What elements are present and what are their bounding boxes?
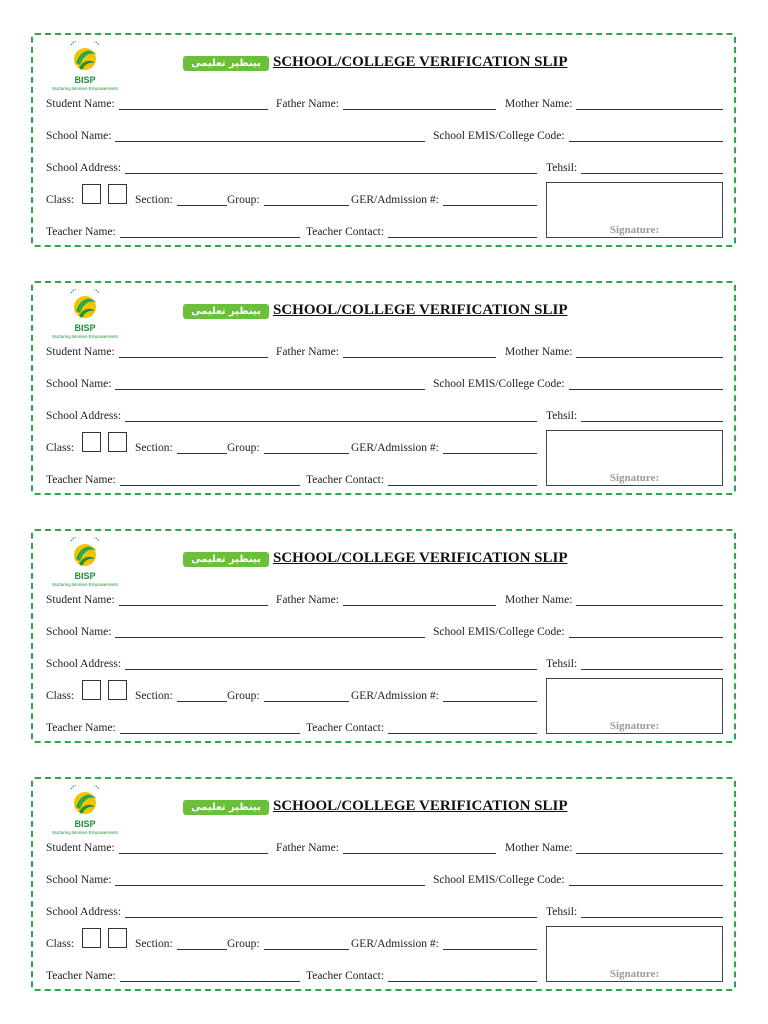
bisp-logo (45, 537, 125, 589)
tehsil-field[interactable] (546, 408, 723, 422)
signature-label: Signature: (609, 968, 660, 980)
field-label: Teacher Name: (46, 722, 116, 734)
logo-tagline: Nurturing Women Empowerment (52, 334, 118, 339)
signature-label: Signature: (609, 224, 660, 236)
logo-text: BISP (74, 571, 96, 581)
field-label: Father Name: (276, 594, 339, 606)
teacher-name-field[interactable] (46, 224, 300, 238)
tehsil-field[interactable] (546, 656, 723, 670)
father-name-field[interactable] (276, 592, 496, 606)
logo-text: BISP (74, 323, 96, 333)
mother-name-field[interactable] (505, 96, 723, 110)
field-label: Teacher Contact: (306, 226, 385, 238)
class-box-2[interactable] (108, 432, 127, 452)
father-name-field[interactable] (276, 840, 496, 854)
signature-box[interactable] (546, 430, 723, 486)
field-label: Group: (227, 690, 260, 702)
teacher-contact-field[interactable] (306, 224, 537, 238)
field-label: School Name: (46, 874, 112, 886)
teacher-contact-field[interactable] (306, 472, 537, 486)
field-label: Tehsil: (546, 410, 578, 422)
field-label: Group: (227, 194, 260, 206)
field-label: Tehsil: (546, 906, 578, 918)
slip-title: SCHOOL/COLLEGE VERIFICATION SLIP (273, 798, 568, 814)
mother-name-field[interactable] (505, 840, 723, 854)
field-label: School EMIS/College Code: (433, 130, 565, 142)
slip-title: SCHOOL/COLLEGE VERIFICATION SLIP (273, 550, 568, 566)
field-label: GER/Admission #: (351, 194, 439, 206)
mother-name-field[interactable] (505, 344, 723, 358)
field-label: GER/Admission #: (351, 690, 439, 702)
field-label: Student Name: (46, 346, 115, 358)
class-box-1[interactable] (82, 680, 101, 700)
school-name-field[interactable] (46, 624, 425, 638)
section-field[interactable] (135, 440, 227, 454)
teacher-name-field[interactable] (46, 720, 300, 734)
logo-text: BISP (74, 75, 96, 85)
slip-title: SCHOOL/COLLEGE VERIFICATION SLIP (273, 302, 568, 318)
field-label: School Address: (46, 410, 122, 422)
field-label: Teacher Contact: (306, 970, 385, 982)
teacher-contact-field[interactable] (306, 720, 537, 734)
field-label: Father Name: (276, 346, 339, 358)
school-address-field[interactable] (46, 408, 537, 422)
class-label: Class: (46, 938, 75, 950)
field-label: School Address: (46, 658, 122, 670)
signature-label: Signature: (609, 472, 660, 484)
school-emis-field[interactable] (433, 872, 723, 886)
field-label: School EMIS/College Code: (433, 874, 565, 886)
field-label: Student Name: (46, 594, 115, 606)
father-name-field[interactable] (276, 96, 496, 110)
field-label: School EMIS/College Code: (433, 626, 565, 638)
school-address-field[interactable] (46, 160, 537, 174)
field-label: GER/Admission #: (351, 938, 439, 950)
bisp-logo (45, 41, 125, 93)
class-label: Class: (46, 194, 75, 206)
field-label: Father Name: (276, 98, 339, 110)
logo-text: BISP (74, 819, 96, 829)
group-field[interactable] (227, 192, 349, 206)
slip-title: SCHOOL/COLLEGE VERIFICATION SLIP (273, 54, 568, 70)
field-label: GER/Admission #: (351, 442, 439, 454)
section-field[interactable] (135, 936, 227, 950)
verification-slip (31, 777, 736, 991)
section-field[interactable] (135, 192, 227, 206)
section-field[interactable] (135, 688, 227, 702)
ger-admission-field[interactable] (351, 936, 537, 950)
logo-tagline: Nurturing Women Empowerment (52, 830, 118, 835)
field-label: Section: (135, 442, 173, 454)
school-emis-field[interactable] (433, 128, 723, 142)
bisp-logo-icon (63, 537, 107, 573)
student-name-field[interactable] (46, 96, 268, 110)
field-label: Teacher Contact: (306, 722, 385, 734)
school-address-field[interactable] (46, 656, 537, 670)
school-name-field[interactable] (46, 872, 425, 886)
field-label: Father Name: (276, 842, 339, 854)
field-label: Section: (135, 690, 173, 702)
field-label: School Name: (46, 378, 112, 390)
field-label: Mother Name: (505, 594, 573, 606)
bisp-logo-icon (63, 785, 107, 821)
field-label: Teacher Name: (46, 474, 116, 486)
field-label: Group: (227, 938, 260, 950)
school-name-field[interactable] (46, 128, 425, 142)
field-label: Mother Name: (505, 842, 573, 854)
urdu-program-badge: بینظیر تعلیمی وظائف (183, 552, 269, 567)
bisp-logo-icon (63, 289, 107, 325)
group-field[interactable] (227, 440, 349, 454)
teacher-contact-field[interactable] (306, 968, 537, 982)
urdu-program-badge: بینظیر تعلیمی وظائف (183, 304, 269, 319)
school-address-field[interactable] (46, 904, 537, 918)
signature-label: Signature: (609, 720, 660, 732)
class-box-2[interactable] (108, 680, 127, 700)
urdu-program-badge: بینظیر تعلیمی وظائف (183, 800, 269, 815)
field-label: Mother Name: (505, 98, 573, 110)
ger-admission-field[interactable] (351, 440, 537, 454)
mother-name-field[interactable] (505, 592, 723, 606)
field-label: Mother Name: (505, 346, 573, 358)
field-label: School Address: (46, 906, 122, 918)
school-name-field[interactable] (46, 376, 425, 390)
field-label: Teacher Contact: (306, 474, 385, 486)
bisp-logo (45, 785, 125, 837)
field-label: Student Name: (46, 842, 115, 854)
verification-slip (31, 281, 736, 495)
field-label: Section: (135, 938, 173, 950)
field-label: Teacher Name: (46, 226, 116, 238)
class-label: Class: (46, 442, 75, 454)
class-box-2[interactable] (108, 184, 127, 204)
student-name-field[interactable] (46, 840, 268, 854)
field-label: School Name: (46, 626, 112, 638)
field-label: School Address: (46, 162, 122, 174)
field-label: Tehsil: (546, 162, 578, 174)
field-label: School Name: (46, 130, 112, 142)
field-label: Tehsil: (546, 658, 578, 670)
field-label: Student Name: (46, 98, 115, 110)
group-field[interactable] (227, 936, 349, 950)
class-box-1[interactable] (82, 928, 101, 948)
class-label: Class: (46, 690, 75, 702)
bisp-logo (45, 289, 125, 341)
tehsil-field[interactable] (546, 160, 723, 174)
teacher-name-field[interactable] (46, 472, 300, 486)
ger-admission-field[interactable] (351, 688, 537, 702)
class-box-2[interactable] (108, 928, 127, 948)
tehsil-field[interactable] (546, 904, 723, 918)
class-box-1[interactable] (82, 432, 101, 452)
logo-tagline: Nurturing Women Empowerment (52, 86, 118, 91)
signature-box[interactable] (546, 926, 723, 982)
student-name-field[interactable] (46, 592, 268, 606)
field-label: Group: (227, 442, 260, 454)
father-name-field[interactable] (276, 344, 496, 358)
signature-box[interactable] (546, 182, 723, 238)
ger-admission-field[interactable] (351, 192, 537, 206)
field-label: Section: (135, 194, 173, 206)
student-name-field[interactable] (46, 344, 268, 358)
group-field[interactable] (227, 688, 349, 702)
class-box-1[interactable] (82, 184, 101, 204)
field-label: Teacher Name: (46, 970, 116, 982)
urdu-program-badge: بینظیر تعلیمی وظائف (183, 56, 269, 71)
field-label: School EMIS/College Code: (433, 378, 565, 390)
verification-slip (31, 529, 736, 743)
teacher-name-field[interactable] (46, 968, 300, 982)
verification-slip (31, 33, 736, 247)
signature-box[interactable] (546, 678, 723, 734)
logo-tagline: Nurturing Women Empowerment (52, 582, 118, 587)
bisp-logo-icon (63, 41, 107, 77)
school-emis-field[interactable] (433, 624, 723, 638)
school-emis-field[interactable] (433, 376, 723, 390)
